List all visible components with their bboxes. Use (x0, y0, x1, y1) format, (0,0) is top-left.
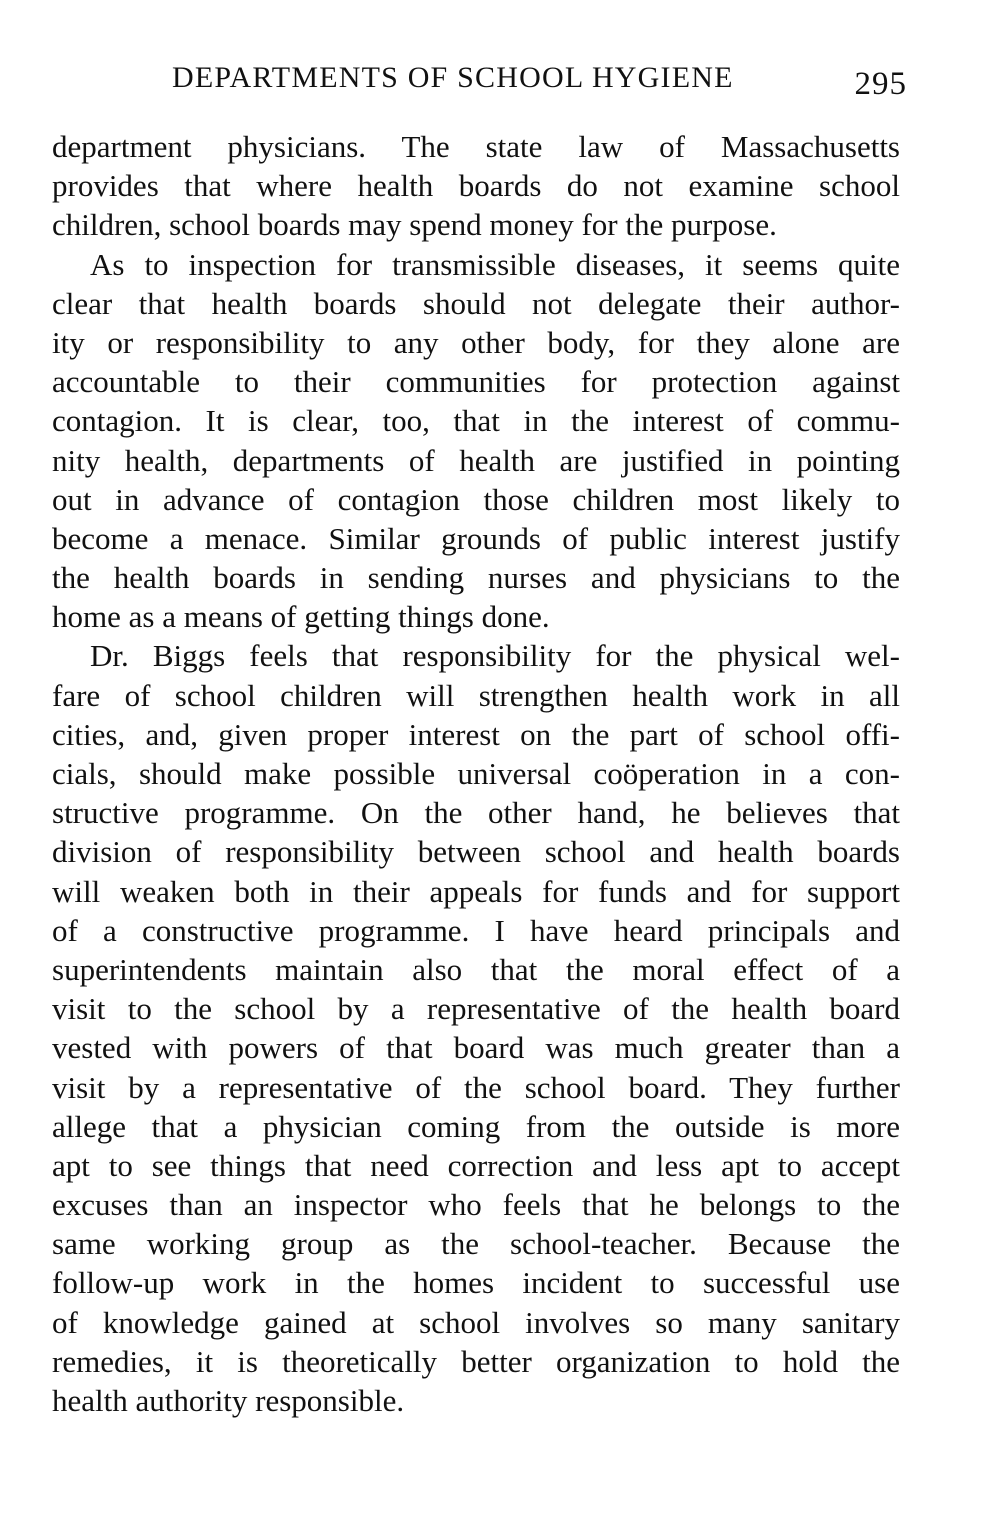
text-line: apt to see things that need correction and less apt to accept (52, 1147, 900, 1183)
text-line: department physicians. The state law of Massachusetts (52, 129, 900, 164)
paragraph-1 (52, 127, 900, 245)
text-line: provides that where health boards do not examine school (52, 168, 900, 204)
text-line: same working group as the school-teacher. Because the (52, 1226, 900, 1262)
text-line: cities, and, given proper interest on the part of school offi- (52, 716, 900, 752)
text-line: of knowledge gained at school involves so many sanitary (52, 1304, 900, 1340)
text-line: out in advance of contagion those children most likely to (52, 481, 900, 517)
text-line: the health boards in sending nurses and physicians to the (52, 560, 900, 596)
body-text (52, 127, 900, 1420)
text-line: remedies, it is theoretically better organization to hold the (52, 1343, 900, 1379)
text-line: cials, should make possible universal coöperation in a con- (52, 756, 900, 791)
text-line: follow-up work in the homes incident to successful use (52, 1265, 900, 1301)
paragraph-2 (52, 245, 900, 637)
text-line: home as a means of getting things done. (52, 599, 550, 635)
text-line: health authority responsible. (52, 1383, 405, 1418)
text-line: accountable to their communities for protection against (52, 364, 900, 400)
text-line: excuses than an inspector who feels that he belongs to the (52, 1187, 900, 1223)
text-line: children, school boards may spend money for the purpose. (52, 207, 777, 243)
text-line: structive programme. On the other hand, he believes that (52, 795, 900, 831)
paragraph-3 (52, 636, 900, 1420)
page-number: 295 (854, 66, 907, 102)
text-line: clear that health boards should not delegate their author- (52, 285, 900, 321)
text-line: ity or responsibility to any other body, for they alone are (52, 324, 900, 360)
text-line: As to inspection for transmissible diseases, it seems quite (90, 246, 900, 282)
text-line: allege that a physician coming from the outside is more (52, 1108, 900, 1144)
running-title: DEPARTMENTS OF SCHOOL HYGIENE (172, 61, 734, 94)
text-line: nity health, departments of health are justified in pointing (52, 442, 900, 478)
text-line: contagion. It is clear, too, that in the interest of commu- (52, 403, 900, 439)
text-line: superintendents maintain also that the moral effect of a (52, 951, 900, 987)
text-line: will weaken both in their appeals for funds and for support (52, 873, 900, 909)
text-line: visit by a representative of the school board. They further (52, 1069, 900, 1105)
text-line: Dr. Biggs feels that responsibility for the physical wel- (90, 638, 900, 674)
text-line: visit to the school by a representative of the health board (52, 991, 900, 1027)
text-line: become a menace. Similar grounds of public interest justify (52, 520, 900, 556)
running-header (172, 58, 907, 102)
text-line: of a constructive programme. I have heard principals and (52, 912, 900, 948)
text-line: fare of school children will strengthen health work in all (52, 677, 900, 713)
text-line: vested with powers of that board was much greater than a (52, 1030, 900, 1066)
text-line: division of responsibility between school and health boards (52, 834, 900, 870)
